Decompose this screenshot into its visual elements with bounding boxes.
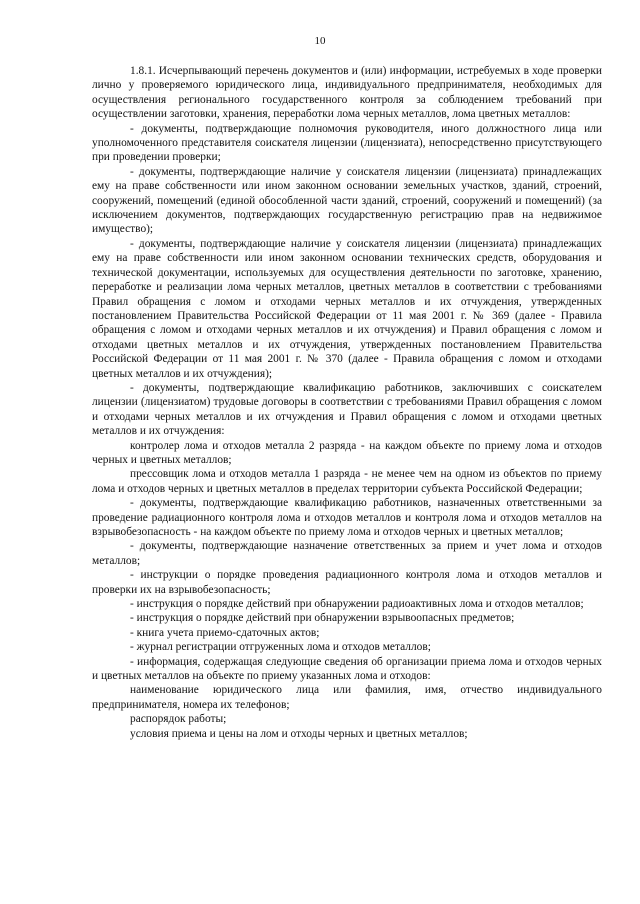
paragraph-controller: контролер лома и отходов металла 2 разряда - на каждом объекте по приему лома и отходов черных и цветных металлов; [92,439,602,466]
paragraph-qualification-documents: - документы, подтверждающие квалификацию работников, заключивших с соискателем лицензии (лицензиатом) трудовые договоры в соответствии с требованиями Правил обращения с ломом и отходами черных металлов и их отчуждения и Правил обращения с ломом и отходами цветных металлов и их отчуждения: [92,381,602,438]
paragraph-radiation-responsible: - документы, подтверждающие квалификацию работников, назначенных ответственными за проведение радиационного контроля лома и отходов металлов и контроля лома и отходов металлов на взрывобезопасность - на каждом объекте по приему лома и отходов черных и цветных металлов; [92,497,602,538]
paragraph-company-name: наименование юридического лица или фамилия, имя, отчество индивидуального предпринимателя, номера их телефонов; [92,684,602,711]
paragraph-acceptance-book: - книга учета приемо-сдаточных актов; [130,626,320,639]
paragraph-shipment-journal: - журнал регистрации отгруженных лома и отходов металлов; [130,641,431,654]
paragraph-explosive-instruction: - инструкция о порядке действий при обнаружении взрывоопасных предметов; [130,612,515,625]
paragraph-information: - информация, содержащая следующие сведения об организации приема лома и отходов черных и цветных металлов на объекте по приему указанных лома и отходов: [92,655,602,683]
paragraph-radiation-instructions: - инструкции о порядке проведения радиационного контроля лома и отходов металлов и проверки их на взрывобезопасность; [92,569,602,596]
paragraph-property-documents: - документы, подтверждающие наличие у соискателя лицензии (лицензиата) принадлежащих ему на праве собственности или ином законном основании земельных участков, зданий, строений, сооружений, помещений (единой обособленной части зданий, строений, сооружений и помещений) (за исключением документов, подтверждающих государственную регистрацию прав на недвижимое имущество); [92,165,602,236]
document-body [92,64,602,741]
paragraph-authority-documents: - документы, подтверждающие полномочия руководителя, иного должностного лица или уполномоченного представителя соискателя лицензии (лицензиата), непосредственно присутствующего при проведении проверки; [92,122,602,164]
paragraph-schedule: распорядок работы; [130,713,227,726]
page-number: 10 [314,35,326,47]
paragraph-equipment-documents: - документы, подтверждающие наличие у соискателя лицензии (лицензиата) принадлежащих ему на праве собственности или ином законном основании технических средств, оборудования и технической документации, используемых для осуществления деятельности по заготовке, хранению, переработке и реализации лома черных металлов, цветных металлов в соответствии с требованиями Правил обращения с ломом и отходами черных металлов и их отчуждения, утвержденных постановлением Правительства Российской Федерации от 11 мая 2001 г. № 369 (далее - Правила обращения с ломом и отходами черных металлов и их отчуждения) и Правил обращения с ломом и отходами цветных металлов и их отчуждения, утвержденных постановлением Правительства Российской Федерации от 11 мая 2001 г. № 370 (далее - Правила обращения с ломом и отходами цветных металлов и их отчуждения); [92,237,602,380]
paragraph-acceptance-responsible: - документы, подтверждающие назначение ответственных за прием и учет лома и отходов металлов; [92,540,602,567]
paragraph-conditions-prices: условия приема и цены на лом и отходы черных и цветных металлов; [130,727,468,740]
paragraph-radioactive-instruction: - инструкция о порядке действий при обнаружении радиоактивных лома и отходов металлов; [130,598,584,611]
paragraph-1-8-1: 1.8.1. Исчерпывающий перечень документов и (или) информации, истребуемых в ходе проверки лично у проверяемого юридического лица, индивидуального предпринимателя, необходимых для осуществления регионального государственного контроля за соблюдением требований при осуществлении заготовки, хранения, переработки лома черных металлов, лома цветных металлов: [92,65,602,121]
paragraph-press-operator: прессовщик лома и отходов металла 1 разряда - не менее чем на одном из объектов по приему лома и отходов черных и цветных металлов в пределах территории субъекта Российской Федерации; [92,468,602,495]
